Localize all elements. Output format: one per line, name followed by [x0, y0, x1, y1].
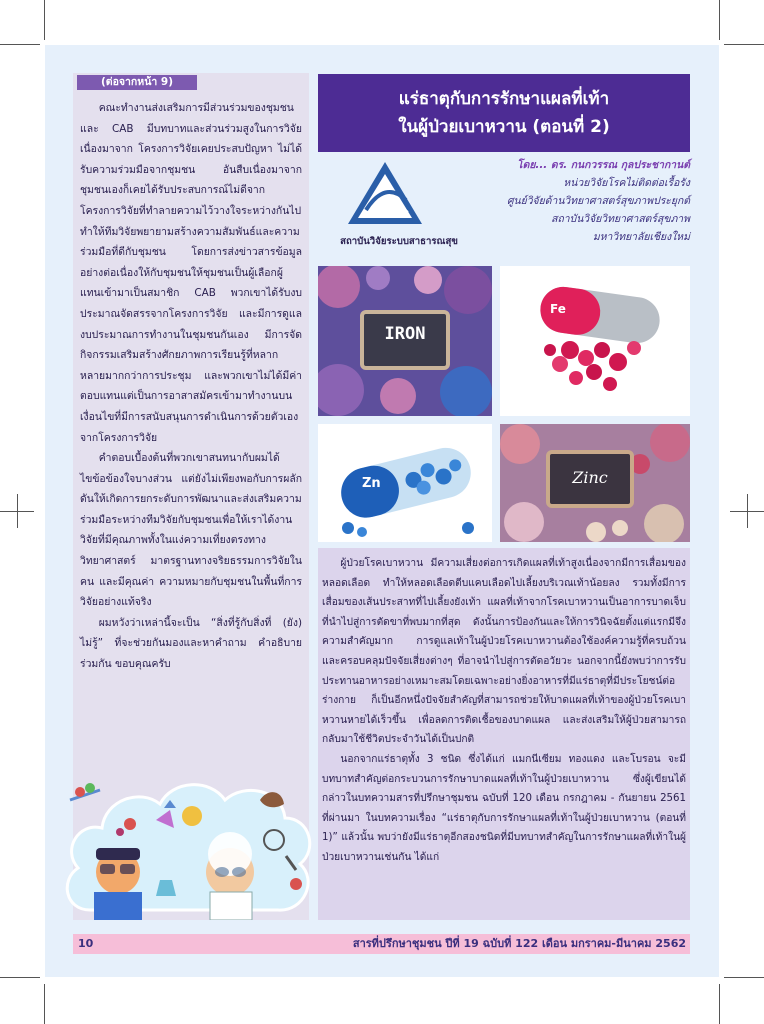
left-paragraph-3: ผมหวังว่าเหล่านี้จะเป็น “สิ่งที่รู้กับสิ่งที่ (ยัง) ไม่รู้” ที่จะช่วยกันมองและหาคำถาม คำอธิบายร่วมกัน ขอบคุณครับ	[80, 616, 302, 671]
zinc-foods-photo	[500, 424, 690, 542]
zinc-label: Zinc	[572, 468, 608, 487]
zinc-capsule-photo	[318, 424, 492, 542]
crop-mark	[44, 984, 45, 1024]
crop-mark	[719, 0, 720, 40]
crop-mark	[724, 977, 764, 978]
crop-mark	[0, 977, 40, 978]
author-affiliation-2: ศูนย์วิจัยด้านวิทยาศาสตร์สุขภาพประยุกต์	[506, 195, 690, 207]
crop-mark	[0, 44, 40, 45]
science-cloud-illustration	[60, 760, 318, 920]
author-block	[430, 156, 690, 246]
author-affiliation-1: หน่วยวิจัยโรคไม่ติดต่อเรื้อรัง	[563, 177, 690, 189]
footer-publication: สารที่ปรึกษาชุมชน ปีที่ 19 ฉบับที่ 122 เดือน มกราคม-มีนาคม 2562	[352, 937, 686, 950]
author-name: โดย... ดร. กนกวรรณ กุลประชากานต์	[517, 159, 690, 171]
logo-caption: สถาบันวิจัยระบบสาธารณสุข	[340, 236, 458, 247]
iron-label: IRON	[384, 324, 426, 344]
left-paragraph-2: คำตอบเบื้องต้นที่พวกเขาสนทนากับผมได้ไขข้อข้องใจบางส่วน แต่ยังไม่เพียงพอกับการผลักดันให้เกิดการยกระดับการพัฒนาและส่งเสริมความร่วมมือระหว่างทีมวิจัยกับชุมชนเพื่อให้เราได้งานวิจัยที่มีคุณภาพทั้งในแง่ความเที่ยงตรงทางวิทยาศาสตร์ มาตรฐานทางจริยธรรมการวิจัยในคน และมีคุณค่า ความหมายกับชุมชนในพื้นที่การวิจัยอย่างแท้จริง	[80, 452, 302, 609]
left-column-text	[80, 98, 302, 675]
crop-mark	[44, 0, 45, 40]
left-paragraph-1: คณะทำงานส่งเสริมการมีส่วนร่วมของชุมชน และ CAB มีบทบาทและส่วนร่วมสูงในการวิจัย เนื่องมาจาก โครงการวิจัยเคยประสบปัญหา ไม่ได้รับความร่วมมือจากชุมชน อันสืบเนื่องมาจากชุมชนเองก็เคยได้รับประสบการณ์ไม่ดีจากโครงการวิจัยที่ทำลายความไว้วางใจระหว่างกันไป ทำให้ทีมวิจัยพยายามสร้างความสัมพันธ์และความร่วมมือที่ดีกับชุมชน โดยการส่งข่าวสารข้อมูลอย่างต่อเนื่องให้กับชุมชนให้ชุมชนเป็นผู้เลือกผู้แทนเข้ามาเป็นสมาชิก CAB พวกเขาได้รับงบประมาณจัดสรรจากโครงการวิจัย และมีการดูแลงบประมาณการทำงานในชุมชนกันเอง มีการจัดกิจกรรมเสริมสร้างศักยภาพการเรียนรู้ที่หลากหลายมากกว่าการประชุม และพวกเขาไม่ได้มีค่าตอบแทนแต่เป็นการอาสาสมัครเข้ามาทำงานบนเงื่อนไขที่มีการสนับสนุนการดำเนินการด้วยตัวเองจากโครงการวิจัย	[80, 102, 302, 444]
body-paragraph-1: ผู้ป่วยโรคเบาหวาน มีความเสี่ยงต่อการเกิดแผลที่เท้าสูงเนื่องจากมีการเสื่อมของหลอดเลือด ทำให้หลอดเลือดตีบแคบเลือดไปเลี้ยงบริเวณเท้าน้อยลง รวมทั้งมีการเสื่อมของเส้นประสาทที่ไปเลี้ยงยังเท้า แผลที่เท้าจากโรคเบาหวานเป็นอาการบาดเจ็บที่นำไปสู่การตัดขาที่พบมากที่สุด ดังนั้นการป้องกันและให้การวินิจฉัยตั้งแต่แรกมีจึงความสำคัญมาก การดูแลเท้าในผู้ป่วยโรคเบาหวานต้องใช้องค์ความรู้ที่ครบถ้วน และครอบคลุมปัจจัยเสี่ยงต่างๆ ที่อาจนำไปสู่การตัดอวัยวะ นอกจากนี้ยังพบว่าการรับประทานอาหารอย่างเหมาะสมโดยเฉพาะอย่างยิ่งอาหารที่มีแร่ธาตุที่มีประโยชน์ต่อร่างกาย ก็เป็นอีกหนึ่งปัจจัยสำคัญที่สามารถช่วยให้บาดแผลที่เท้าของผู้ป่วยโรคเบาหวานหายได้เร็วขึ้น เพื่อลดการติดเชื้อของบาดแผล และส่งเสริมให้ผู้ป่วยสามารถกลับมาใช้ชีวิตประจำวันได้เป็นปกติ	[322, 558, 686, 746]
iron-capsules-photo	[500, 266, 690, 416]
crop-mark	[747, 494, 748, 528]
fe-label: Fe	[550, 302, 566, 316]
zn-label: Zn	[362, 476, 381, 491]
crop-mark	[17, 494, 18, 528]
crop-mark	[724, 44, 764, 45]
article-title	[318, 74, 690, 152]
page-number: 10	[78, 937, 94, 950]
hsri-logo-icon	[346, 160, 424, 230]
author-affiliation-4: มหาวิทยาลัยเชียงใหม่	[592, 231, 690, 243]
iron-foods-photo	[318, 266, 492, 416]
title-line-2: ในผู้ป่วยเบาหวาน (ตอนที่ 2)	[398, 117, 610, 137]
body-paragraph-2: นอกจากแร่ธาตุทั้ง 3 ชนิด ซึ่งได้แก่ แมกนีเซียม ทองแดง และโบรอน จะมีบทบาทสำคัญต่อกระบวนการรักษาบาดแผลที่เท้าในผู้ป่วยเบาหวาน ซึ่งผู้เขียนได้กล่าวในบทความสารที่ปรึกษาชุมชน ฉบับที่ 120 เดือน กรกฎาคม - กันยายน 2561 ที่ผ่านมา ในบทความเรื่อง “แร่ธาตุกับการรักษาแผลที่เท้าในผู้ป่วยเบาหวาน (ตอนที่ 1)” แล้วนั้น พบว่ายังมีแร่ธาตุอีกสองชนิดที่มีบทบาทสำคัญในการรักษาแผลที่เท้าในผู้ป่วยเบาหวานเช่นกัน ได้แก่	[322, 753, 686, 863]
article-body-text	[322, 554, 686, 868]
crop-mark	[719, 984, 720, 1024]
continued-tag: (ต่อจากหน้า 9)	[77, 75, 197, 90]
title-line-1: แร่ธาตุกับการรักษาแผลที่เท้า	[398, 89, 610, 109]
author-affiliation-3: สถาบันวิจัยวิทยาศาสตร์สุขภาพ	[551, 213, 690, 225]
